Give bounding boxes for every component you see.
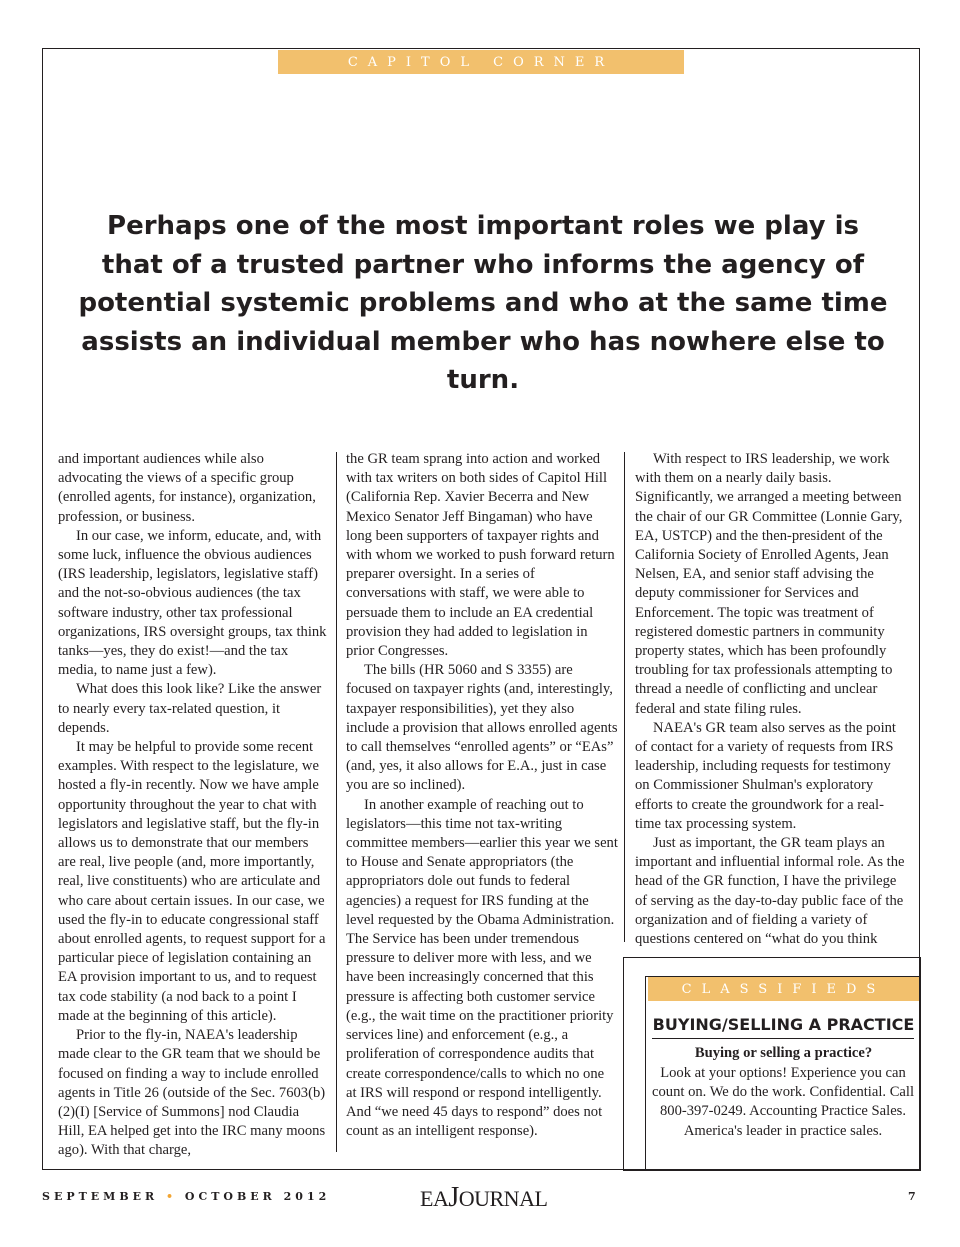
logo-rest: OURNAL: [458, 1186, 548, 1211]
classified-title: BUYING/SELLING A PRACTICE: [652, 1015, 915, 1034]
classified-body: Look at your options! Experience you can count on. We do the work. Confidential. Call 800-397-0249. Accounting Practice Sales. America's leader in practice sales.: [652, 1065, 915, 1139]
issue-month-2: OCTOBER 2012: [184, 1190, 331, 1203]
article-column-3: [635, 450, 905, 949]
logo-ea: EA: [420, 1186, 449, 1211]
paragraph: In our case, we inform, educate, and, with some luck, influence the obvious audiences (IRS leadership, legislators, legislative staff) and the not-so-obvious audiences (the tax software industry, other tax professional organizations, IRS oversight groups, tax think tanks—yes, they do exist!—and the tax media, to name just a few).: [58, 527, 327, 679]
column-divider: [624, 452, 625, 942]
article-column-2: [346, 450, 618, 1141]
article-column-1: [58, 450, 328, 1161]
page-number: 7: [908, 1190, 916, 1203]
separator-dot: •: [166, 1190, 178, 1203]
classified-divider: [652, 1038, 914, 1039]
paragraph: NAEA's GR team also serves as the point of contact for a variety of requests from IRS leadership, including requests for testimony on Commissioner Shulman's exploratory efforts to create the groundwork for a real-time tax processing system.: [635, 719, 896, 832]
paragraph: and important audiences while also advocating the views of a specific group (enrolled agents, for instance), organization, profession, or business.: [58, 451, 316, 525]
classifieds-label: CLASSIFIEDS: [648, 977, 919, 1001]
paragraph: Prior to the fly-in, NAEA's leadership made clear to the GR team that we should be focused on finding a way to include enrolled agents in Title 26 (outside of the Sec. 7603(b)(2)(I) [Service of Summons] nod Claudia Hill, EA helped get into the IRC many moons ago). With that charge,: [58, 1027, 326, 1159]
section-label: CAPITOL CORNER: [278, 50, 684, 74]
logo-j: J: [448, 1182, 459, 1213]
paragraph: The bills (HR 5060 and S 3355) are focused on taxpayer rights (and, interestingly, taxpayer responsibilities), yet they also include a provision that allows enrolled agents to call themselves “enrolled agents” or “EAs” (and, yes, it also allows for E.A., just in case you are so inclined).: [346, 662, 618, 794]
paragraph: It may be helpful to provide some recent examples. With respect to the legislature, we hosted a fly-in recently. Now we have ample opportunity throughout the year to chat with legislators and legislative staff, but the fly-in allows us to demonstrate that our members are real, live people (and, more importantly, real, live constituents) who are articulate and who care about certain issues. In our case, we used the fly-in to educate congressional staff about enrolled agents, to request support for a particular piece of legislation containing an EA provision important to us, and to request tax code stability (a nod back to a point I made at the beginning of this article).: [58, 739, 326, 1024]
paragraph: the GR team sprang into action and worked with tax writers on both sides of Capitol Hill (California Rep. Xavier Becerra and New Mexico Senator Jeff Bingaman) who have long been supporters of taxpayer rights and with whom we worked to push forward return preparer oversight. In a series of conversations with staff, we were able to persuade them to include an EA credential provision they had added to legislation in prior Congresses.: [346, 451, 615, 660]
issue-month-1: SEPTEMBER: [42, 1190, 159, 1203]
paragraph: Just as important, the GR team plays an important and influential informal role. As the head of the GR function, I have the privilege of serving as the day-to-day public face of the organization and of fielding a variety of questions centered on “what do you think: [635, 835, 905, 948]
column-divider: [336, 452, 337, 1152]
paragraph: What does this look like? Like the answer to nearly every tax-related question, it depends.: [58, 681, 322, 736]
classified-headline: Buying or selling a practice?: [694, 1045, 873, 1061]
ea-journal-logo: [420, 1182, 547, 1214]
paragraph: In another example of reaching out to legislators—this time not tax-writing committee members—earlier this year we sent to House and Senate appropriators (the appropriators dole out funds to federal agencies) a request for IRS funding at the level requested by the Obama Administration. The Service has been under tremendous pressure to deliver more with less, and we have been increasingly concerned that this pressure is affecting both customer service (e.g., the wait time on the practitioner priority services line) and enforcement (e.g., a proliferation of correspondence audits that create correspondence/calls to which no one at IRS will respond or respond intelligently. And “we need 45 days to respond” does not count as an intelligent response).: [346, 796, 618, 1140]
paragraph: With respect to IRS leadership, we work with them on a nearly daily basis. Significantly, we arranged a meeting between the chair of our GR Committee (Lonnie Gary, EA, USTCP) and the then-president of the California Society of Enrolled Agents, Jean Nelsen, EA, and senior staff advising the deputy commissioner for Services and Enforcement. The topic was treatment of registered domestic partners in community property states, which has been profoundly troubling for tax professionals attempting to thread a needle of conflicting and unclear federal and state filing rules.: [635, 451, 903, 717]
pull-quote: Perhaps one of the most important roles we play is that of a trusted partner who informs the agency of potential systemic problems and who at the same time assists an individual member who has nowhere else to turn.: [78, 211, 888, 395]
issue-date: [42, 1190, 330, 1203]
